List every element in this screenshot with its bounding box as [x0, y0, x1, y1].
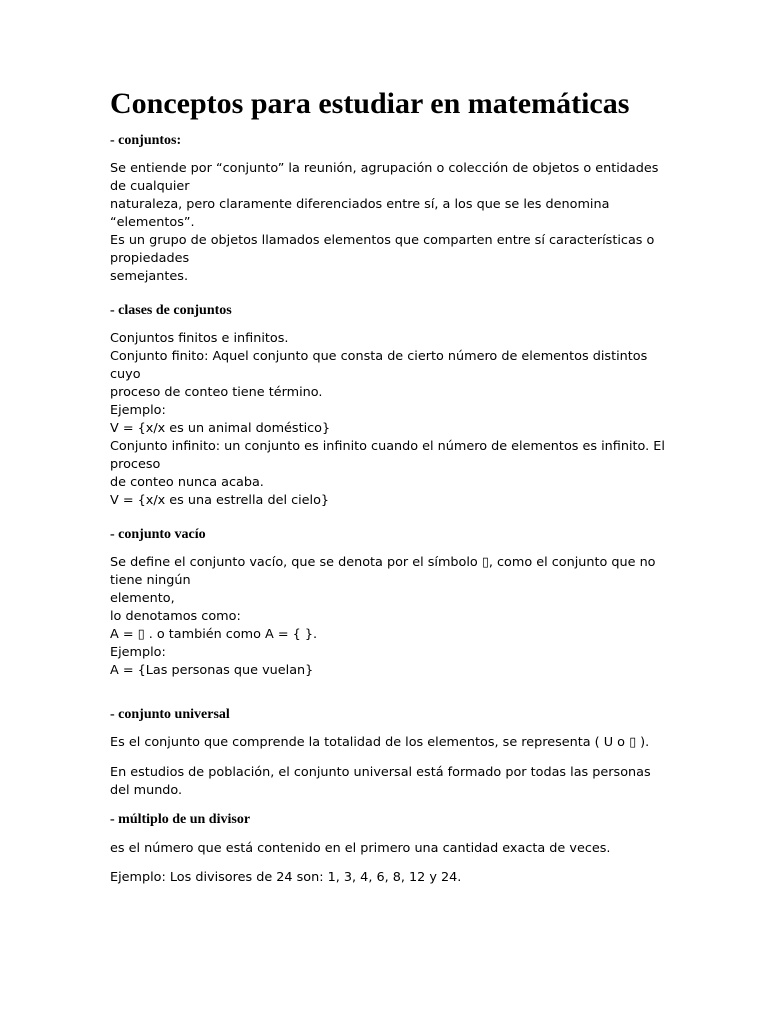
text-line: propiedades [110, 251, 190, 266]
paragraph-multiplo-definicion [110, 840, 610, 858]
text-line: proceso de conteo tiene término. [110, 385, 323, 400]
text-line: cuyo [110, 367, 141, 382]
text-line: de cualquier [110, 179, 190, 194]
text-line: Es un grupo de objetos llamados elementos que comparten entre sí características o [110, 233, 655, 248]
text-line: lo denotamos como: [110, 609, 241, 624]
text-line: V = {x/x es una estrella del cielo} [110, 493, 330, 508]
section-heading-conjunto-universal: - conjunto universal [110, 707, 230, 722]
paragraph-clases-de-conjuntos [110, 330, 665, 510]
text-line: “elementos”. [110, 215, 195, 230]
text-line: elemento, [110, 591, 175, 606]
text-line: tiene ningún [110, 573, 191, 588]
text-line: es el número que está contenido en el primero una cantidad exacta de veces. [110, 841, 611, 856]
paragraph-conjunto-universal-definicion [110, 734, 649, 752]
text-line: Se define el conjunto vacío, que se denota por el símbolo ▯, como el conjunto que no [110, 555, 656, 570]
text-line: semejantes. [110, 269, 189, 284]
text-line: En estudios de población, el conjunto universal está formado por todas las personas [110, 765, 651, 780]
paragraph-conjunto-vacio [110, 554, 656, 680]
text-line: Ejemplo: Los divisores de 24 son: 1, 3, 4, 6, 8, 12 y 24. [110, 870, 462, 885]
paragraph-multiplo-ejemplo [110, 869, 461, 887]
text-line: A = {Las personas que vuelan} [110, 663, 314, 678]
text-line: A = ▯ . o también como A = { }. [110, 627, 318, 642]
text-line: Se entiende por “conjunto” la reunión, agrupación o colección de objetos o entidades [110, 161, 659, 176]
document-title: Conceptos para estudiar en matemáticas [110, 87, 630, 120]
text-line: Ejemplo: [110, 403, 166, 418]
text-line: Es el conjunto que comprende la totalidad de los elementos, se representa ( U o ▯ ). [110, 735, 650, 750]
text-line: naturaleza, pero claramente diferenciados entre sí, a los que se les denomina [110, 197, 610, 212]
text-line: de conteo nunca acaba. [110, 475, 264, 490]
section-heading-conjunto-vacio: - conjunto vacío [110, 527, 206, 542]
text-line: Conjunto finito: Aquel conjunto que consta de cierto número de elementos distintos [110, 349, 648, 364]
text-line: proceso [110, 457, 161, 472]
text-line: V = {x/x es un animal doméstico} [110, 421, 331, 436]
paragraph-conjuntos-definicion [110, 160, 658, 286]
section-heading-clases-de-conjuntos: - clases de conjuntos [110, 303, 232, 318]
section-heading-multiplo-de-un-divisor: - múltiplo de un divisor [110, 812, 251, 827]
text-line: del mundo. [110, 783, 183, 798]
paragraph-conjunto-universal-ejemplo [110, 764, 651, 800]
section-heading-conjuntos: - conjuntos: [110, 133, 182, 148]
text-line: Conjuntos finitos e infinitos. [110, 331, 289, 346]
text-line: Ejemplo: [110, 645, 166, 660]
text-line: Conjunto infinito: un conjunto es infinito cuando el número de elementos es infinito. El [110, 439, 665, 454]
